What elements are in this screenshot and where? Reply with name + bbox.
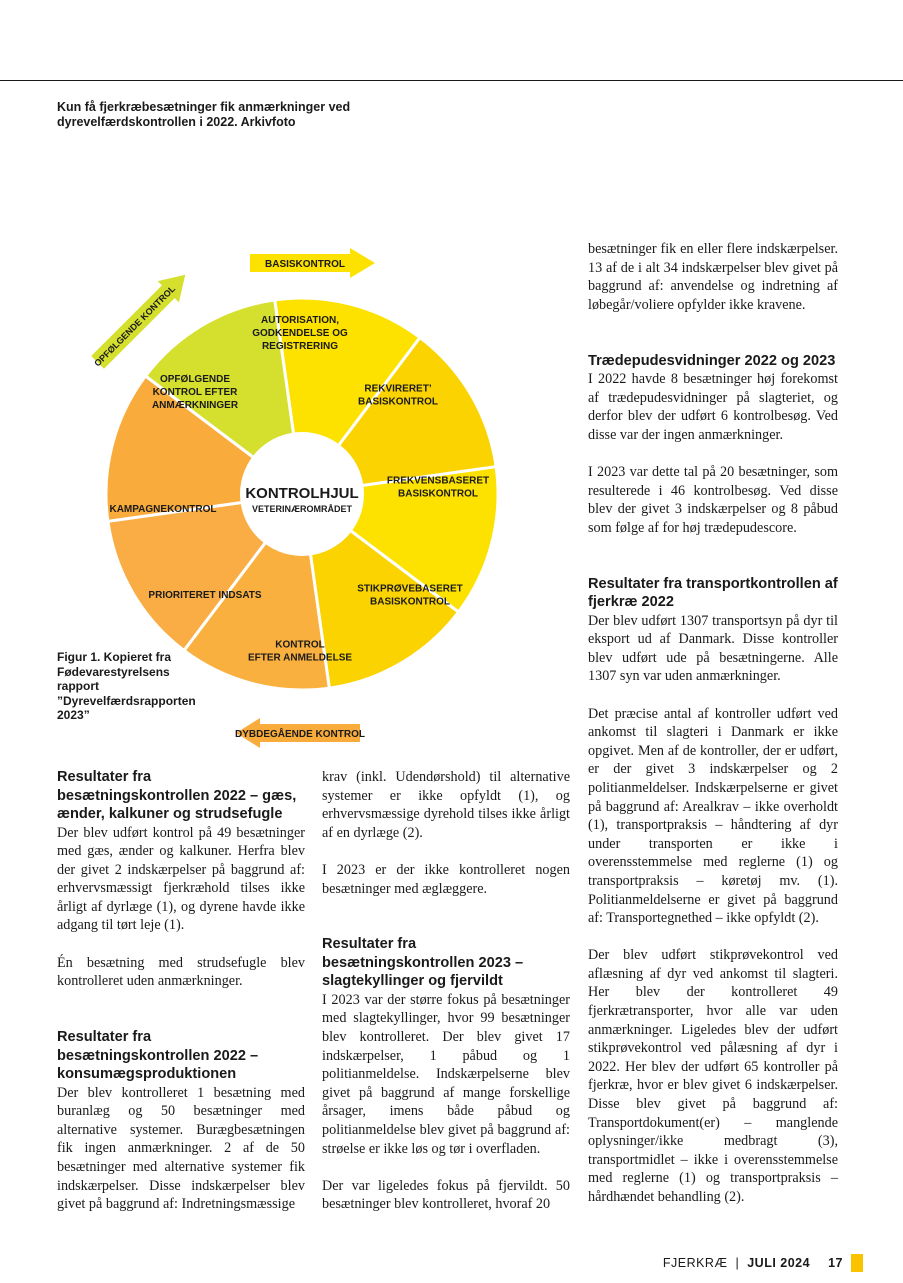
- wheel-segment-label: AUTORISATION, GODKENDELSE OG REGISTRERING: [252, 315, 348, 352]
- heading-konsumaeg: Resultater fra besætningskontrollen 2022 – konsumægsproduktionen: [57, 1029, 259, 1083]
- paragraph: I 2023 var der større fokus på besætninger med slagtekyllinger, hvor 99 besætninger blev kontrolleret. Der blev givet 17 indskærpelser, 1 påbud og 1 politianmeldelse. Indskærpelserne blev givet på baggrund af mange forskellige årsager, imens både påbud og politianmeldelse blev givet på baggrund af: strøelse er ikke løs og tør i overfladen.: [322, 991, 570, 1157]
- arrow-basiskontrol-label: BASISKONTROL: [265, 259, 345, 270]
- footer-date: JULI 2024: [747, 1256, 811, 1270]
- paragraph: Der var ligeledes fokus på fjervildt. 50 besætninger blev kontrolleret, hvoraf 20: [322, 1177, 570, 1213]
- paragraph: Der blev udført kontrol på 49 besætninger med gæs, ænder og kalkuner. Herfra blev der givet 2 indskærpelser på baggrund af: erhvervsmæssigt fjerkræhold tilses ikke årligt af dyrlæge (1), og dyrene havde ikke adgang til tørt leje (1).: [57, 824, 305, 934]
- paragraph: Der blev udført stikprøvekontrol ved aflæsning af dyr ved ankomst til slagteri. Her blev der kontrolleret 49 fjerkrætransporter, hvor alle var uden anmærkninger. Ligeledes blev der udført stikprøvekontrol ved pålæsning af dyr i 2022. Her blev der udført 65 kontroller på fjerkræ, hvor er blev givet 6 indskærpelser. Disse blev givet på baggrund af: Transportdokument(er) – manglende oplysninger/ikke medbragt (3), transportmidlet – ikke i overensstemmelse med reglerne (1) og transportpraksis – hårdhændet behandling (2).: [588, 947, 838, 1205]
- photo-caption: Kun få fjerkræbesætninger fik anmærkninger ved dyrevelfærdskontrollen i 2022. Arkivfoto: [57, 100, 351, 129]
- paragraph: besætninger fik en eller flere indskærpelser. 13 af de i alt 34 indskærpelser blev givet på baggrund af: anvendelse og indretning af løbegår/voliere opfylder ikke kravene.: [588, 241, 838, 313]
- column-1: [57, 768, 305, 1232]
- paragraph: Det præcise antal af kontroller udført ved ankomst til slagteri i Danmark er ikke opgivet. Men af de kontroller, der er udført, er der givet 3 indskærpelser og 2 politianmeldelser. Indskærpelserne er givet på baggrund af: Arealkrav – ikke overholdt (1), transportpraksis – håndtering af dyr under transporten er ikke i overensstemmelse med reglerne (1) og transportpraksis – køretøj mv. (1). Politianmeldelserne er givet på baggrund af: Transportegnethed – ikke opfyldt (2).: [588, 705, 838, 927]
- wheel-segment-label: KONTROL EFTER ANMELDELSE: [247, 639, 353, 664]
- wheel-segment-label: STIKPRØVEBASERET BASISKONTROL: [357, 583, 463, 608]
- figure-caption: Figur 1. Kopieret fra Fødevarestyrelsens rapport ”Dyrevelfærdsrapporten 2023”: [57, 650, 196, 722]
- wheel-segment-label: REKVIRERET’ BASISKONTROL: [358, 383, 438, 408]
- wheel-segment-label: KAMPAGNEKONTROL: [109, 504, 217, 515]
- page-footer: [663, 1254, 863, 1272]
- paragraph: I 2022 havde 8 besætninger høj forekomst af trædepudesvidninger på slagteriet, og derfor blev der udført 6 kontrolbesøg. Ved disse var der ingen anmærkninger.: [588, 371, 838, 443]
- arrow-dybdegaaende-kontrol: [235, 718, 365, 748]
- paragraph: I 2023 er der ikke kontrolleret nogen besætninger med æglæggere.: [322, 861, 570, 897]
- arrow-dybdegaaende-label: DYBDEGÅENDE KONTROL: [234, 729, 366, 740]
- heading-transport: Resultater fra transportkontrollen af fjerkræ 2022: [588, 575, 838, 611]
- paragraph: krav (inkl. Udendørshold) til alternative systemer er ikke opfyldt (1), og erhvervsmæssige dyrehold tilses ikke årligt af en dyrlæge (2).: [322, 769, 570, 841]
- paragraph: Der blev udført 1307 transportsyn på dyr til eksport ud af Danmark. Disse kontroller blev udført ude på besætningerne. Alle 1307 syn var uden anmærkninger.: [588, 612, 838, 685]
- column-3: [588, 240, 838, 1225]
- footer-separator: |: [735, 1256, 740, 1270]
- wheel-segment-label: OPFØLGENDE KONTROL EFTER ANMÆRKNINGER: [151, 374, 239, 411]
- paragraph: I 2023 var dette tal på 20 besætninger, som resulterede i 46 kontrolbesøg. Ved disse blev der givet 3 indskærpelser og 8 påbud som følge af for høj trædepudescore.: [588, 464, 838, 536]
- heading-gaes: Resultater fra besætningskontrollen 2022 – gæs, ænder, kalkuner og strudsefugle: [57, 769, 297, 822]
- paragraph: Én besætning med strudsefugle blev kontrolleret uden anmærkninger.: [57, 954, 305, 990]
- heading-slagtekyllinger: Resultater fra besætningskontrollen 2023 – slagtekyllinger og fjervildt: [322, 936, 524, 990]
- footer-magazine: FJERKRÆ: [662, 1256, 728, 1270]
- arrow-opfoelgende-label: OPFØLGENDE KONTROL: [92, 283, 178, 369]
- page-number: 17: [828, 1256, 843, 1270]
- wheel-segment-label: FREKVENSBASERET BASISKONTROL: [386, 475, 490, 500]
- paragraph: Der blev kontrolleret 1 besætning med buranlæg og 50 besætninger med alternative systemer. Burægbesætningen fik ingen anmærkninger. 2 af de 50 besætninger med alternative systemer fik indskærpelser. Disse indskærpelser blev givet på baggrund af: Indretningsmæssige: [57, 1084, 305, 1213]
- column-2: [322, 768, 570, 1233]
- heading-traedepude: Trædepudesvidninger 2022 og 2023: [588, 352, 836, 369]
- arrow-basiskontrol: [250, 248, 375, 278]
- wheel-center-title: KONTROLHJUL: [245, 485, 359, 502]
- header-rule: [0, 80, 903, 81]
- wheel-center-subtitle: VETERINÆROMRÅDET: [251, 504, 353, 514]
- wheel-segment-label: PRIORITERET INDSATS: [148, 590, 262, 601]
- accent-bar: [851, 1254, 863, 1272]
